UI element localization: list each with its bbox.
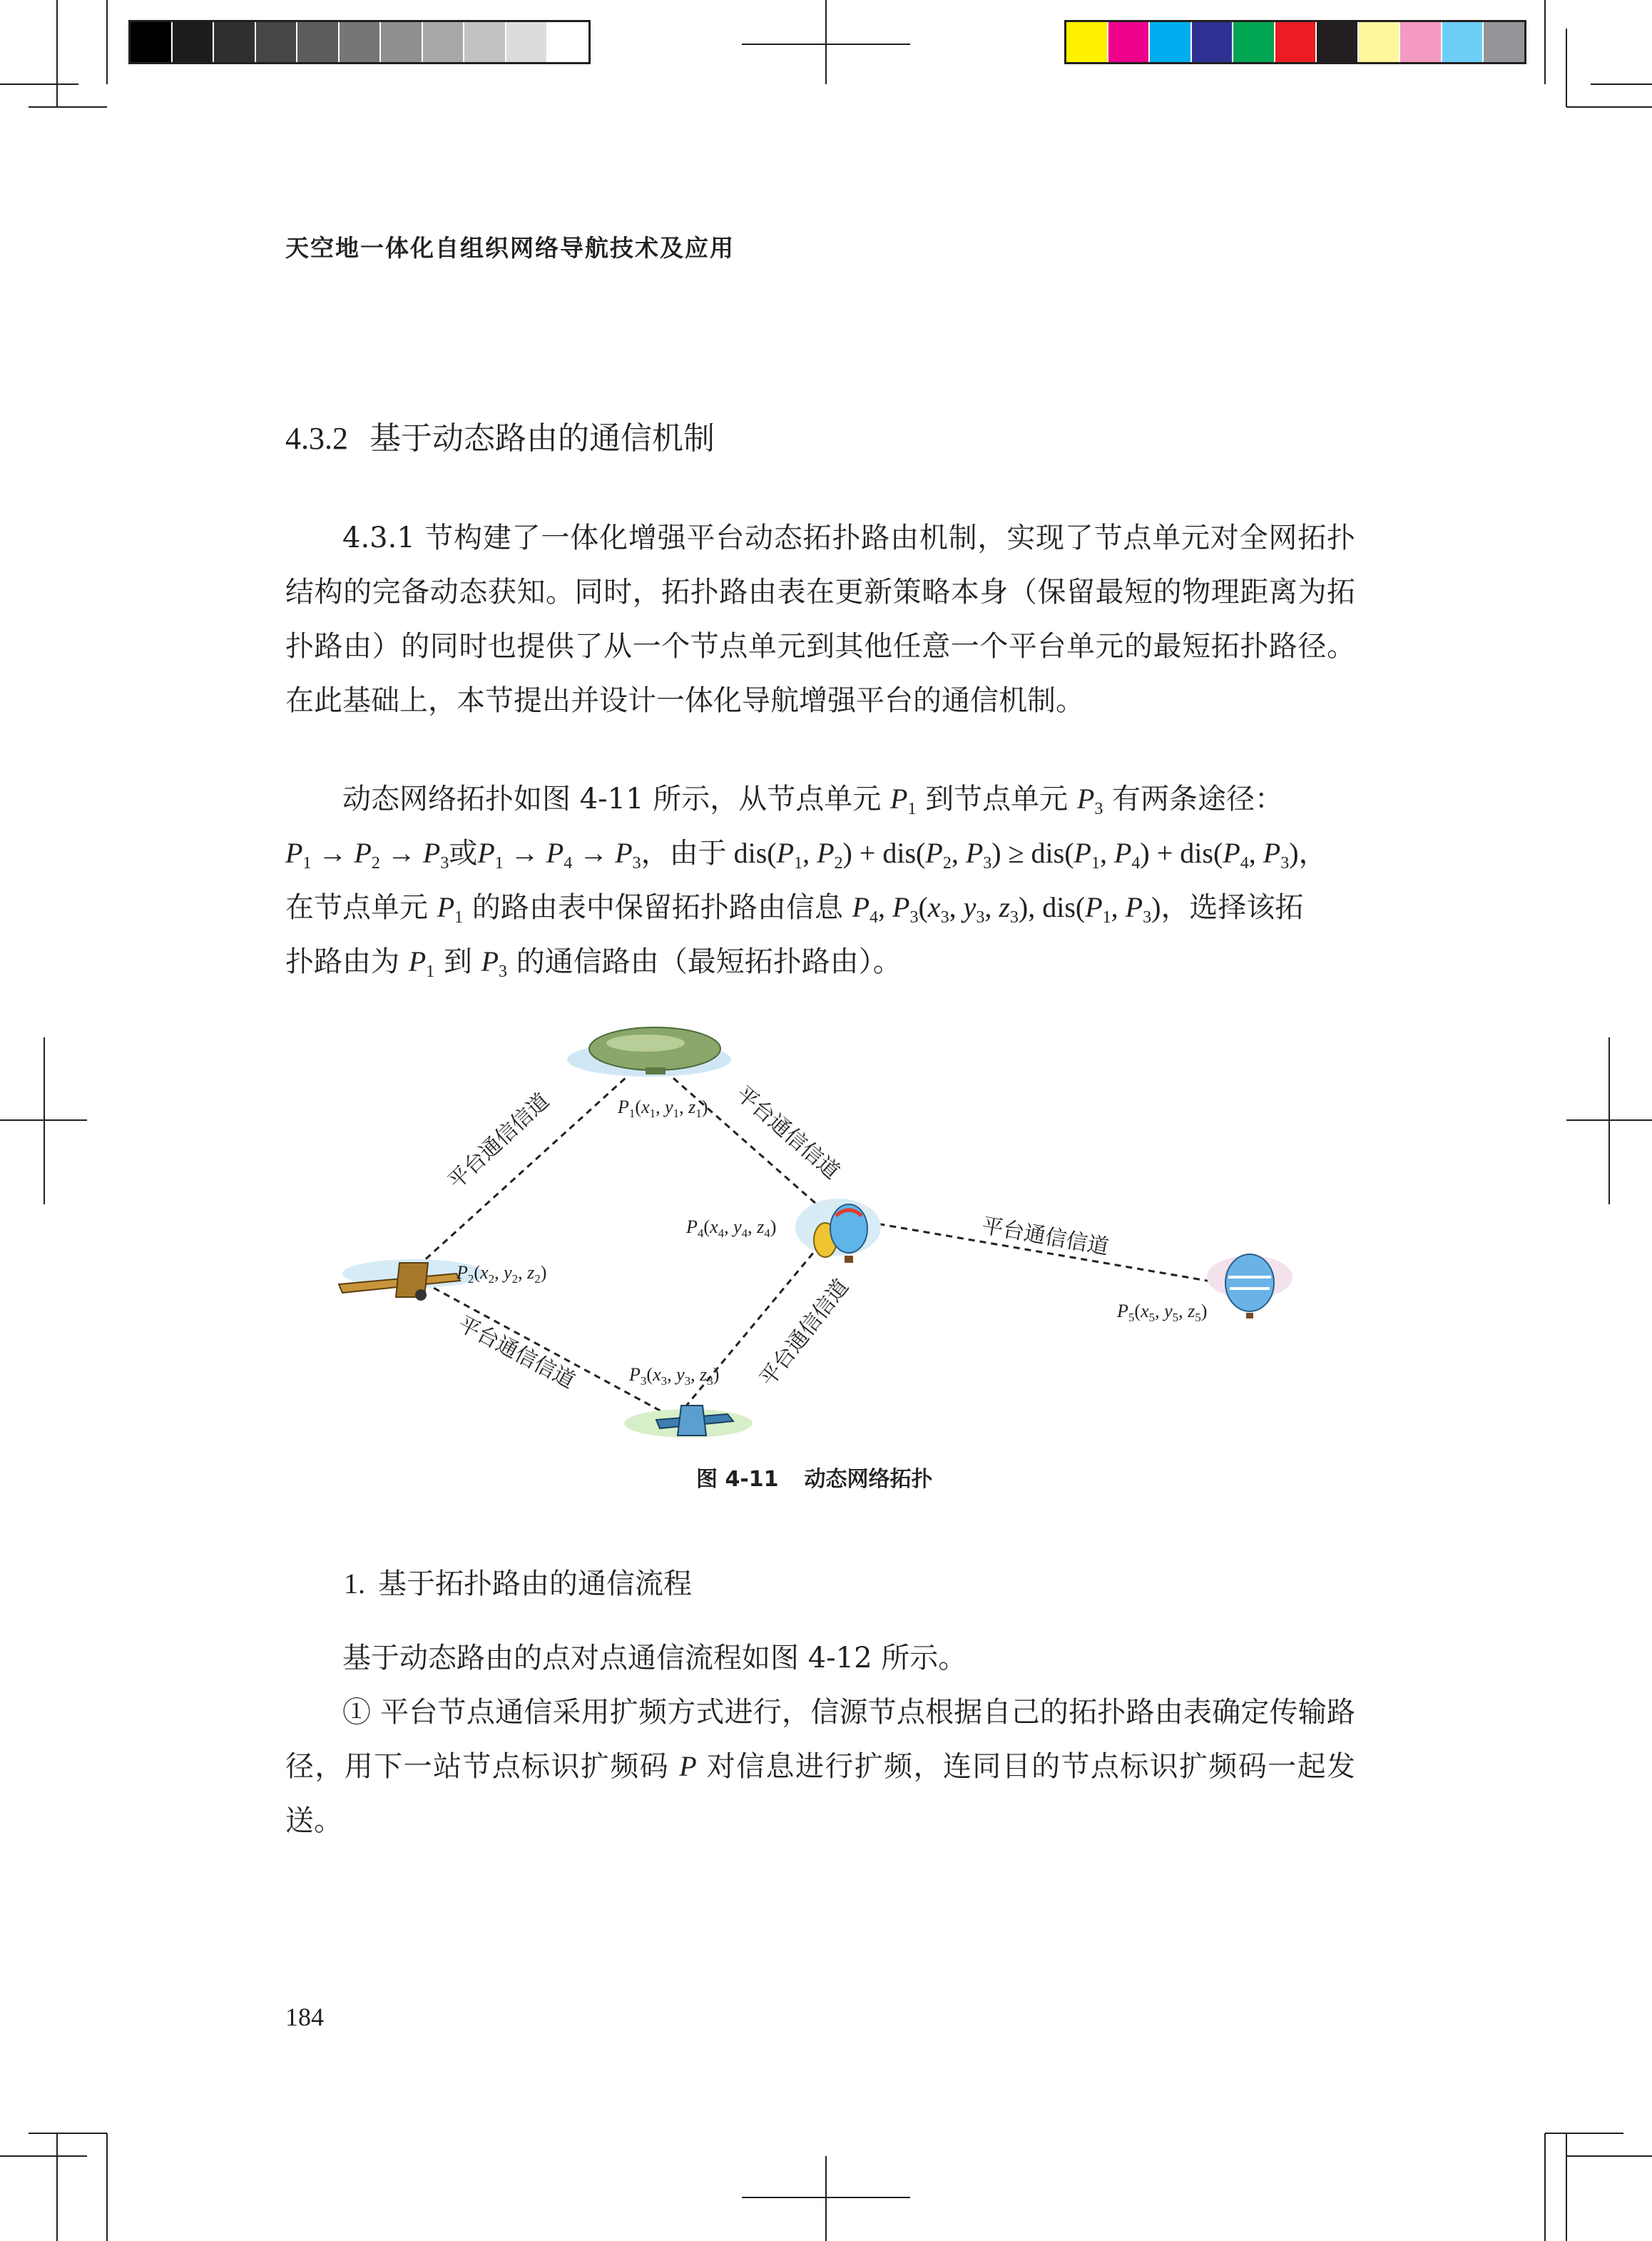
color-swatch bbox=[1066, 22, 1107, 62]
math-p3: $P_3$ bbox=[481, 945, 508, 981]
color-swatch bbox=[131, 22, 171, 62]
section-number: 4.3.2 bbox=[285, 421, 348, 456]
node-label-p4: $P_4(x_4$, $y_4$, $z_4$) bbox=[686, 1216, 777, 1240]
figure-caption bbox=[696, 1461, 933, 1493]
node-label-p2: $P_2(x_2$, $y_2$, $z_2$) bbox=[457, 1262, 547, 1286]
balloon-cluster-icon bbox=[795, 1199, 881, 1263]
color-swatch bbox=[546, 22, 588, 62]
text-run: 有两条途径： bbox=[1103, 783, 1284, 815]
color-swatch bbox=[1441, 22, 1483, 62]
channel-label-p3-p4: 平台通信信道 bbox=[755, 1274, 855, 1391]
color-swatch bbox=[1357, 22, 1399, 62]
color-swatch bbox=[171, 22, 213, 62]
paragraph-text bbox=[285, 1685, 1355, 1848]
text-run: 扑路由为 bbox=[285, 945, 409, 978]
color-swatch bbox=[1315, 22, 1357, 62]
body-paragraph-1 bbox=[285, 511, 1355, 728]
body-paragraph-3 bbox=[285, 1631, 1355, 1685]
cmyk-color-bar bbox=[1064, 20, 1526, 64]
figure-title: 动态网络拓扑 bbox=[804, 1467, 933, 1492]
text-run: 动态网络拓扑如图 4-11 所示，从节点单元 bbox=[342, 783, 891, 815]
color-swatch bbox=[1482, 22, 1524, 62]
text-run: 到 bbox=[434, 945, 481, 978]
color-swatch bbox=[505, 22, 547, 62]
color-swatch bbox=[1399, 22, 1441, 62]
math-p3: $P_3$ bbox=[1076, 783, 1103, 818]
link-p2-p3 bbox=[414, 1277, 671, 1416]
paragraph-text: 4.3.1 节构建了一体化增强平台动态拓扑路由机制，实现了节点单元对全网拓扑结构的完备动态获知。同时，拓扑路由表在更新策略本身（保留最短的物理距离为拓扑路由）的同时也提供了从一个节点单元到其他任意一个平台单元的最短拓扑路径。在此基础上，本节提出并设计一体化导航增强平台的通信机制。 bbox=[285, 522, 1355, 717]
section-title-text: 基于动态路由的通信机制 bbox=[369, 420, 715, 457]
math-p1: $P_1$ bbox=[408, 945, 435, 981]
text-run: 的路由表中保留拓扑路由信息 bbox=[463, 891, 852, 924]
link-p1-p2 bbox=[414, 1063, 642, 1270]
math-path-1: $P_1 \to P_2 \to P_3$ bbox=[285, 837, 449, 873]
math-p1: $P_1$ bbox=[437, 891, 464, 927]
network-topology-figure bbox=[314, 1013, 1312, 1455]
math-routing-info: $P_4$, $P_3(x_3$, $y_3$, $z_3$), $dis(P_1$, $P_3$) bbox=[852, 891, 1161, 927]
math-p: P bbox=[679, 1750, 697, 1782]
channel-label-p1-p4: 平台通信信道 bbox=[730, 1081, 845, 1185]
channel-label-p1-p2: 平台通信信道 bbox=[443, 1088, 555, 1194]
subsection-title: 基于拓扑路由的通信流程 bbox=[378, 1567, 692, 1600]
node-label-p5: $P_5(x_5$, $y_5$, $z_5$) bbox=[1117, 1301, 1208, 1324]
text-run: 对信息进行扩频，连同目的节点标识扩频码一起发送。 bbox=[285, 1750, 1356, 1837]
text-run: ① 平台节点通信采用扩频方式进行，信源节点根据自己的拓扑路由表确定传输路径，用下一站节点标识扩频码 bbox=[285, 1696, 1355, 1783]
color-swatch bbox=[1107, 22, 1149, 62]
aircraft-icon bbox=[624, 1406, 753, 1438]
color-swatch bbox=[1148, 22, 1190, 62]
paragraph-line bbox=[285, 880, 1355, 935]
color-swatch bbox=[255, 22, 297, 62]
paragraph-text: 基于动态路由的点对点通信流程如图 4-12 所示。 bbox=[342, 1642, 967, 1675]
text-run: 的通信路由（最短拓扑路由）。 bbox=[507, 945, 902, 978]
subsection-heading bbox=[344, 1561, 692, 1602]
color-swatch bbox=[1190, 22, 1233, 62]
hot-air-balloon-icon bbox=[1207, 1254, 1292, 1318]
channel-label-p2-p3: 平台通信信道 bbox=[454, 1311, 579, 1394]
paragraph-line bbox=[285, 935, 1355, 989]
text-run: 在节点单元 bbox=[285, 891, 437, 924]
text-run: ，选择该拓 bbox=[1161, 891, 1304, 924]
math-path-2: $P_1 \to P_4 \to P_3$ bbox=[477, 837, 641, 873]
color-swatch bbox=[1274, 22, 1316, 62]
page-number: 184 bbox=[285, 2003, 324, 2031]
channel-label-p4-p5: 平台通信信道 bbox=[979, 1213, 1111, 1261]
figure-number: 图 4-11 bbox=[696, 1467, 779, 1492]
body-paragraph-2 bbox=[285, 772, 1355, 989]
body-paragraph-4 bbox=[285, 1685, 1355, 1848]
running-header: 天空地一体化自组织网络导航技术及应用 bbox=[285, 234, 735, 262]
color-swatch bbox=[213, 22, 255, 62]
text-run: 或 bbox=[449, 837, 478, 870]
node-label-p1: $P_1(x_1$, $y_1$, $z_1$) bbox=[618, 1097, 708, 1120]
color-swatch bbox=[296, 22, 338, 62]
node-label-p3: $P_3(x_3$, $y_3$, $z_3$) bbox=[629, 1364, 720, 1388]
math-inequality: $dis(P_1$, $P_2) + dis(P_2$, $P_3) \ge dis(P_1$, $P_4) + dis(P_4$, $P_3$) bbox=[726, 837, 1299, 873]
text-run: ，由于 bbox=[641, 837, 727, 870]
color-swatch bbox=[379, 22, 422, 62]
math-p1: $P_1$ bbox=[890, 783, 917, 818]
grayscale-color-bar bbox=[128, 20, 591, 64]
color-swatch bbox=[422, 22, 464, 62]
color-swatch bbox=[338, 22, 380, 62]
color-swatch bbox=[463, 22, 505, 62]
section-title bbox=[285, 412, 715, 458]
color-swatch bbox=[1232, 22, 1274, 62]
text-run: 到节点单元 bbox=[916, 783, 1077, 815]
airship-icon bbox=[567, 1027, 731, 1077]
paragraph-line: $P_1 \to P_2 \to P_3$或$P_1 \to P_4 \to P_3$，由于 $dis(P_1$, $P_2) + dis(P_2$, $P_3) \ge dis(P_1$, $P_4) + dis(P_4$, $P_3$)， bbox=[285, 837, 1327, 873]
paragraph-line bbox=[285, 772, 1355, 826]
subsection-number: 1. bbox=[344, 1567, 365, 1600]
